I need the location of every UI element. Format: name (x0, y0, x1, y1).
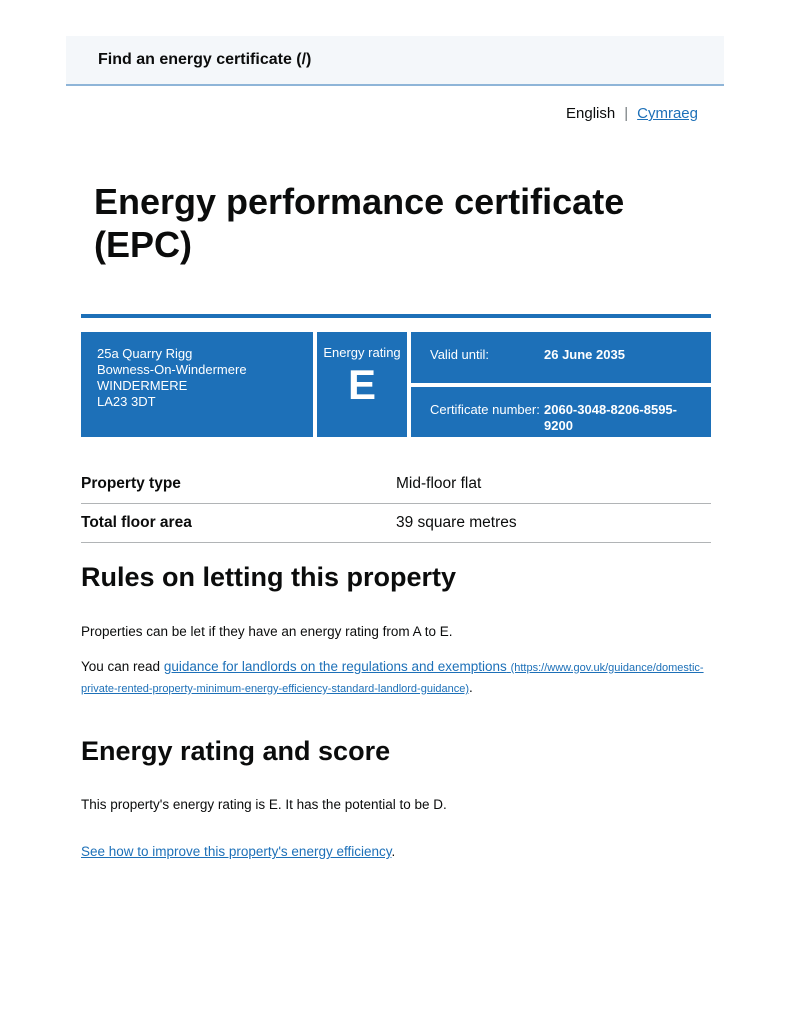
address-line: Bowness-On-Windermere (97, 362, 247, 378)
page-title: Energy performance certificate (EPC) (94, 181, 625, 266)
floor-area-value: 39 square metres (396, 514, 517, 532)
letting-rules-heading: Rules on letting this property (81, 562, 457, 593)
service-header-bar (66, 36, 724, 86)
page-container (66, 36, 724, 861)
landlord-guidance-link[interactable] (81, 659, 704, 695)
language-welsh-link[interactable]: Cymraeg (637, 105, 698, 122)
letting-rules-paragraph: Properties can be let if they have an energy rating from A to E. (81, 623, 453, 639)
landlord-guidance-link-url: (https://www.gov.uk/guidance/domestic-private-rented-property-minimum-energy-efficiency-standard-landlord-guidance) (81, 661, 704, 695)
language-current: English (566, 105, 616, 122)
energy-rating-label: Energy rating (323, 345, 401, 361)
certificate-number-value: 2060-3048-8206-8595-9200 (544, 401, 677, 433)
guidance-text-suffix: . (469, 679, 473, 695)
landlord-guidance-paragraph (81, 657, 711, 699)
valid-until-row (411, 332, 711, 383)
language-switcher (66, 104, 724, 124)
main-content (81, 314, 711, 861)
guidance-text-prefix: You can read (81, 658, 164, 674)
table-row (81, 504, 711, 543)
property-type-value: Mid-floor flat (396, 475, 482, 493)
energy-rating-paragraph: This property's energy rating is E. It has the potential to be D. (81, 797, 447, 813)
certificate-meta-panel (411, 332, 711, 437)
energy-rating-value: E (347, 361, 376, 409)
address-line: LA23 3DT (97, 394, 156, 410)
valid-until-label: Valid until: (430, 347, 490, 363)
property-address (81, 332, 313, 437)
improve-efficiency-link[interactable]: See how to improve this property's energy efficiency (81, 844, 392, 860)
certificate-number-row (411, 387, 711, 438)
property-facts-table (81, 465, 711, 543)
improve-efficiency-suffix: . (391, 844, 396, 860)
energy-rating-panel (317, 332, 407, 437)
property-type-label: Property type (81, 475, 181, 493)
energy-rating-heading: Energy rating and score (81, 735, 391, 766)
blue-divider (81, 314, 711, 318)
certificate-summary-box (81, 332, 711, 437)
address-line: WINDERMERE (97, 378, 188, 394)
address-line: 25a Quarry Rigg (97, 346, 193, 362)
certificate-number-label: Certificate number: (430, 401, 540, 417)
service-name-link[interactable]: Find an energy certificate (/) (98, 51, 312, 68)
table-row (81, 465, 711, 504)
floor-area-label: Total floor area (81, 514, 192, 532)
language-separator: | (624, 105, 629, 122)
landlord-guidance-link-text: guidance for landlords on the regulations and exemptions (163, 658, 507, 674)
valid-until-value: 26 June 2035 (544, 347, 625, 363)
improve-efficiency-paragraph (81, 842, 711, 861)
